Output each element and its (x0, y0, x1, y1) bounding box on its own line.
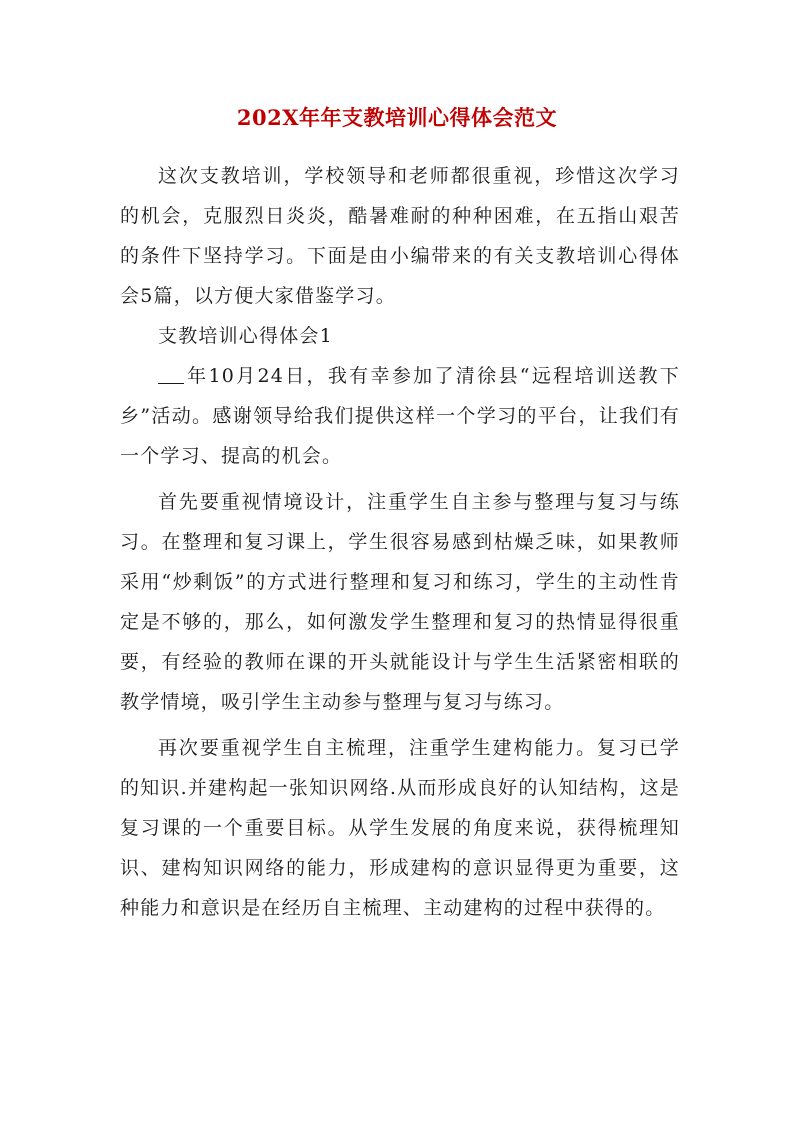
paragraph-3: 再次要重视学生自主梳理，注重学生建构能力。复习已学的知识.并建构起一张知识网络.从而形成良好的认知结构，这是复习课的一个重要目标。从学生发展的角度来说，获得梳理知识、建构知识网络的能力，形成建构的意识显得更为重要，这种能力和意识是在经历自主梳理、主动建构的过程中获得的。 (120, 737, 680, 919)
paragraph-1-text: 年10月24日，我有幸参加了清徐县“远程培训送教下乡”活动。感谢领导给我们提供这样一个学习的平台，让我们有一个学习、提高的机会。 (120, 365, 680, 467)
fill-blank-line (158, 365, 184, 384)
paragraph-1 (120, 356, 680, 476)
document-title: 202X年年支教培训心得体会范文 (236, 105, 558, 130)
section-heading: 支教培训心得体会1 (158, 325, 333, 347)
paragraph-2: 首先要重视情境设计，注重学生自主参与整理与复习与练习。在整理和复习课上，学生很容易感到枯燥乏味，如果教师采用“炒剩饭”的方式进行整理和复习和练习，学生的主动性肯定是不够的，那么，如何激发学生整理和复习的热情显得很重要，有经验的教师在课的开头就能设计与学生生活紧密相联的教学情境，吸引学生主动参与整理与复习与练习。 (120, 491, 680, 713)
document-body (120, 156, 680, 928)
intro-paragraph: 这次支教培训，学校领导和老师都很重视，珍惜这次学习的机会，克服烈日炎炎，酷暑难耐的种种困难，在五指山艰苦的条件下坚持学习。下面是由小编带来的有关支教培训心得体会5篇，以方便大家借鉴学习。 (120, 165, 680, 307)
